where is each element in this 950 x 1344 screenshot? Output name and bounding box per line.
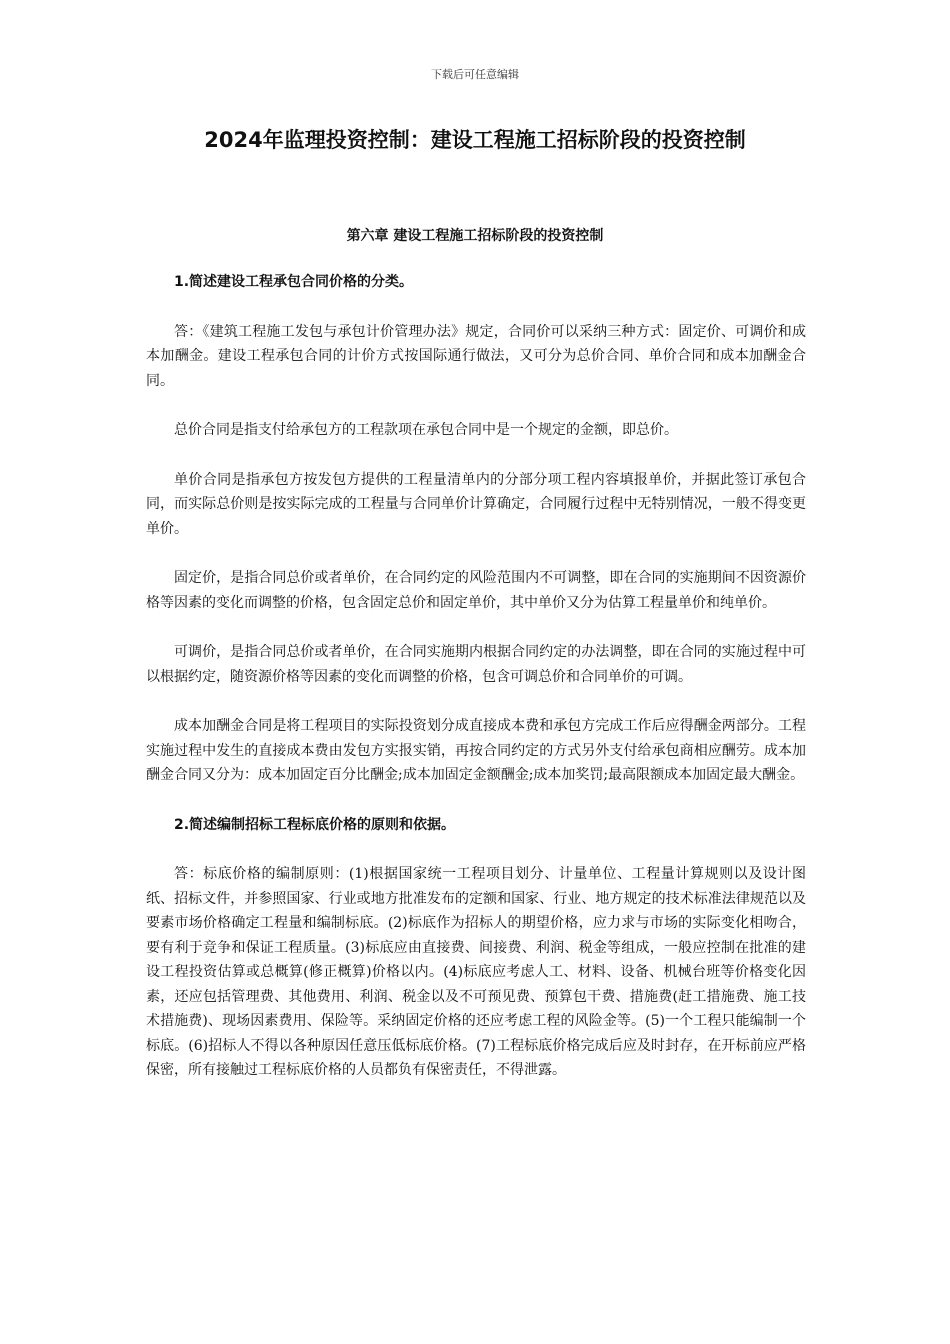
q1-answer-paragraph: 答：《建筑工程施工发包与承包计价管理办法》规定，合同价可以采纳三种方式：固定价、可调价和成本加酬金。建设工程承包合同的计价方式按国际通行做法，又可分为总价合同、单价合同和成本加酬金合同。 — [146, 323, 806, 389]
chapter-heading: 第六章 建设工程施工招标阶段的投资控制 — [346, 228, 604, 244]
document-title: 2024年监理投资控制：建设工程施工招标阶段的投资控制 — [204, 128, 746, 152]
q1-cost-plus-paragraph: 成本加酬金合同是将工程项目的实际投资划分成直接成本费和承包方完成工作后应得酬金两部分。工程实施过程中发生的直接成本费由发包方实报实销，再按合同约定的方式另外支付给承包商相应酬劳。成本加酬金合同又分为：成本加固定百分比酬金;成本加固定金额酬金;成本加奖罚;最高限额成本加固定最大酬金。 — [146, 718, 806, 783]
document-body — [146, 270, 806, 1108]
q1-adjustable-price-paragraph: 可调价，是指合同总价或者单价，在合同实施期内根据合同约定的办法调整，即在合同的实施过程中可以根据约定，随资源价格等因素的变化而调整的价格，包含可调总价和合同单价的可调。 — [146, 644, 806, 685]
q1-unit-price-paragraph: 单价合同是指承包方按发包方提供的工程量清单内的分部分项工程内容填报单价，并据此签订承包合同，而实际总价则是按实际完成的工程量与合同单价计算确定，合同履行过程中无特别情况，一般不得变更单价。 — [146, 471, 806, 537]
header-note: 下载后可任意编辑 — [431, 68, 519, 81]
q1-total-price-paragraph: 总价合同是指支付给承包方的工程款项在承包合同中是一个规定的金额，即总价。 — [174, 422, 678, 438]
question-2-heading: 2.简述编制招标工程标底价格的原则和依据。 — [174, 816, 456, 833]
q1-fixed-price-paragraph: 固定价，是指合同总价或者单价，在合同约定的风险范围内不可调整，即在合同的实施期间不因资源价格等因素的变化而调整的价格，包含固定总价和固定单价，其中单价又分为估算工程量单价和纯单价。 — [146, 570, 806, 611]
question-1-heading: 1.简述建设工程承包合同价格的分类。 — [174, 274, 414, 290]
q2-answer-paragraph: 答：标底价格的编制原则：(1)根据国家统一工程项目划分、计量单位、工程量计算规则以及设计图纸、招标文件，并参照国家、行业或地方批准发布的定额和国家、行业、地方规定的技术标准法律规范以及要素市场价格确定工程量和编制标底。(2)标底作为招标人的期望价格，应力求与市场的实际变化相吻合，要有利于竞争和保证工程质量。(3)标底应由直接费、间接费、利润、税金等组成，一般应控制在批准的建设工程投资估算或总概算(修正概算)价格以内。(4)标底应考虑人工、材料、设备、机械台班等价格变化因素，还应包括管理费、其他费用、利润、税金以及不可预见费、预算包干费、措施费(赶工措施费、施工技术措施费)、现场因素费用、保险等。采纳固定价格的还应考虑工程的风险金等。(5)一个工程只能编制一个标底。(6)招标人不得以各种原因任意压低标底价格。(7)工程标底价格完成后应及时封存，在开标前应严格保密，所有接触过工程标底价格的人员都负有保密责任，不得泄露。 — [146, 866, 806, 1078]
